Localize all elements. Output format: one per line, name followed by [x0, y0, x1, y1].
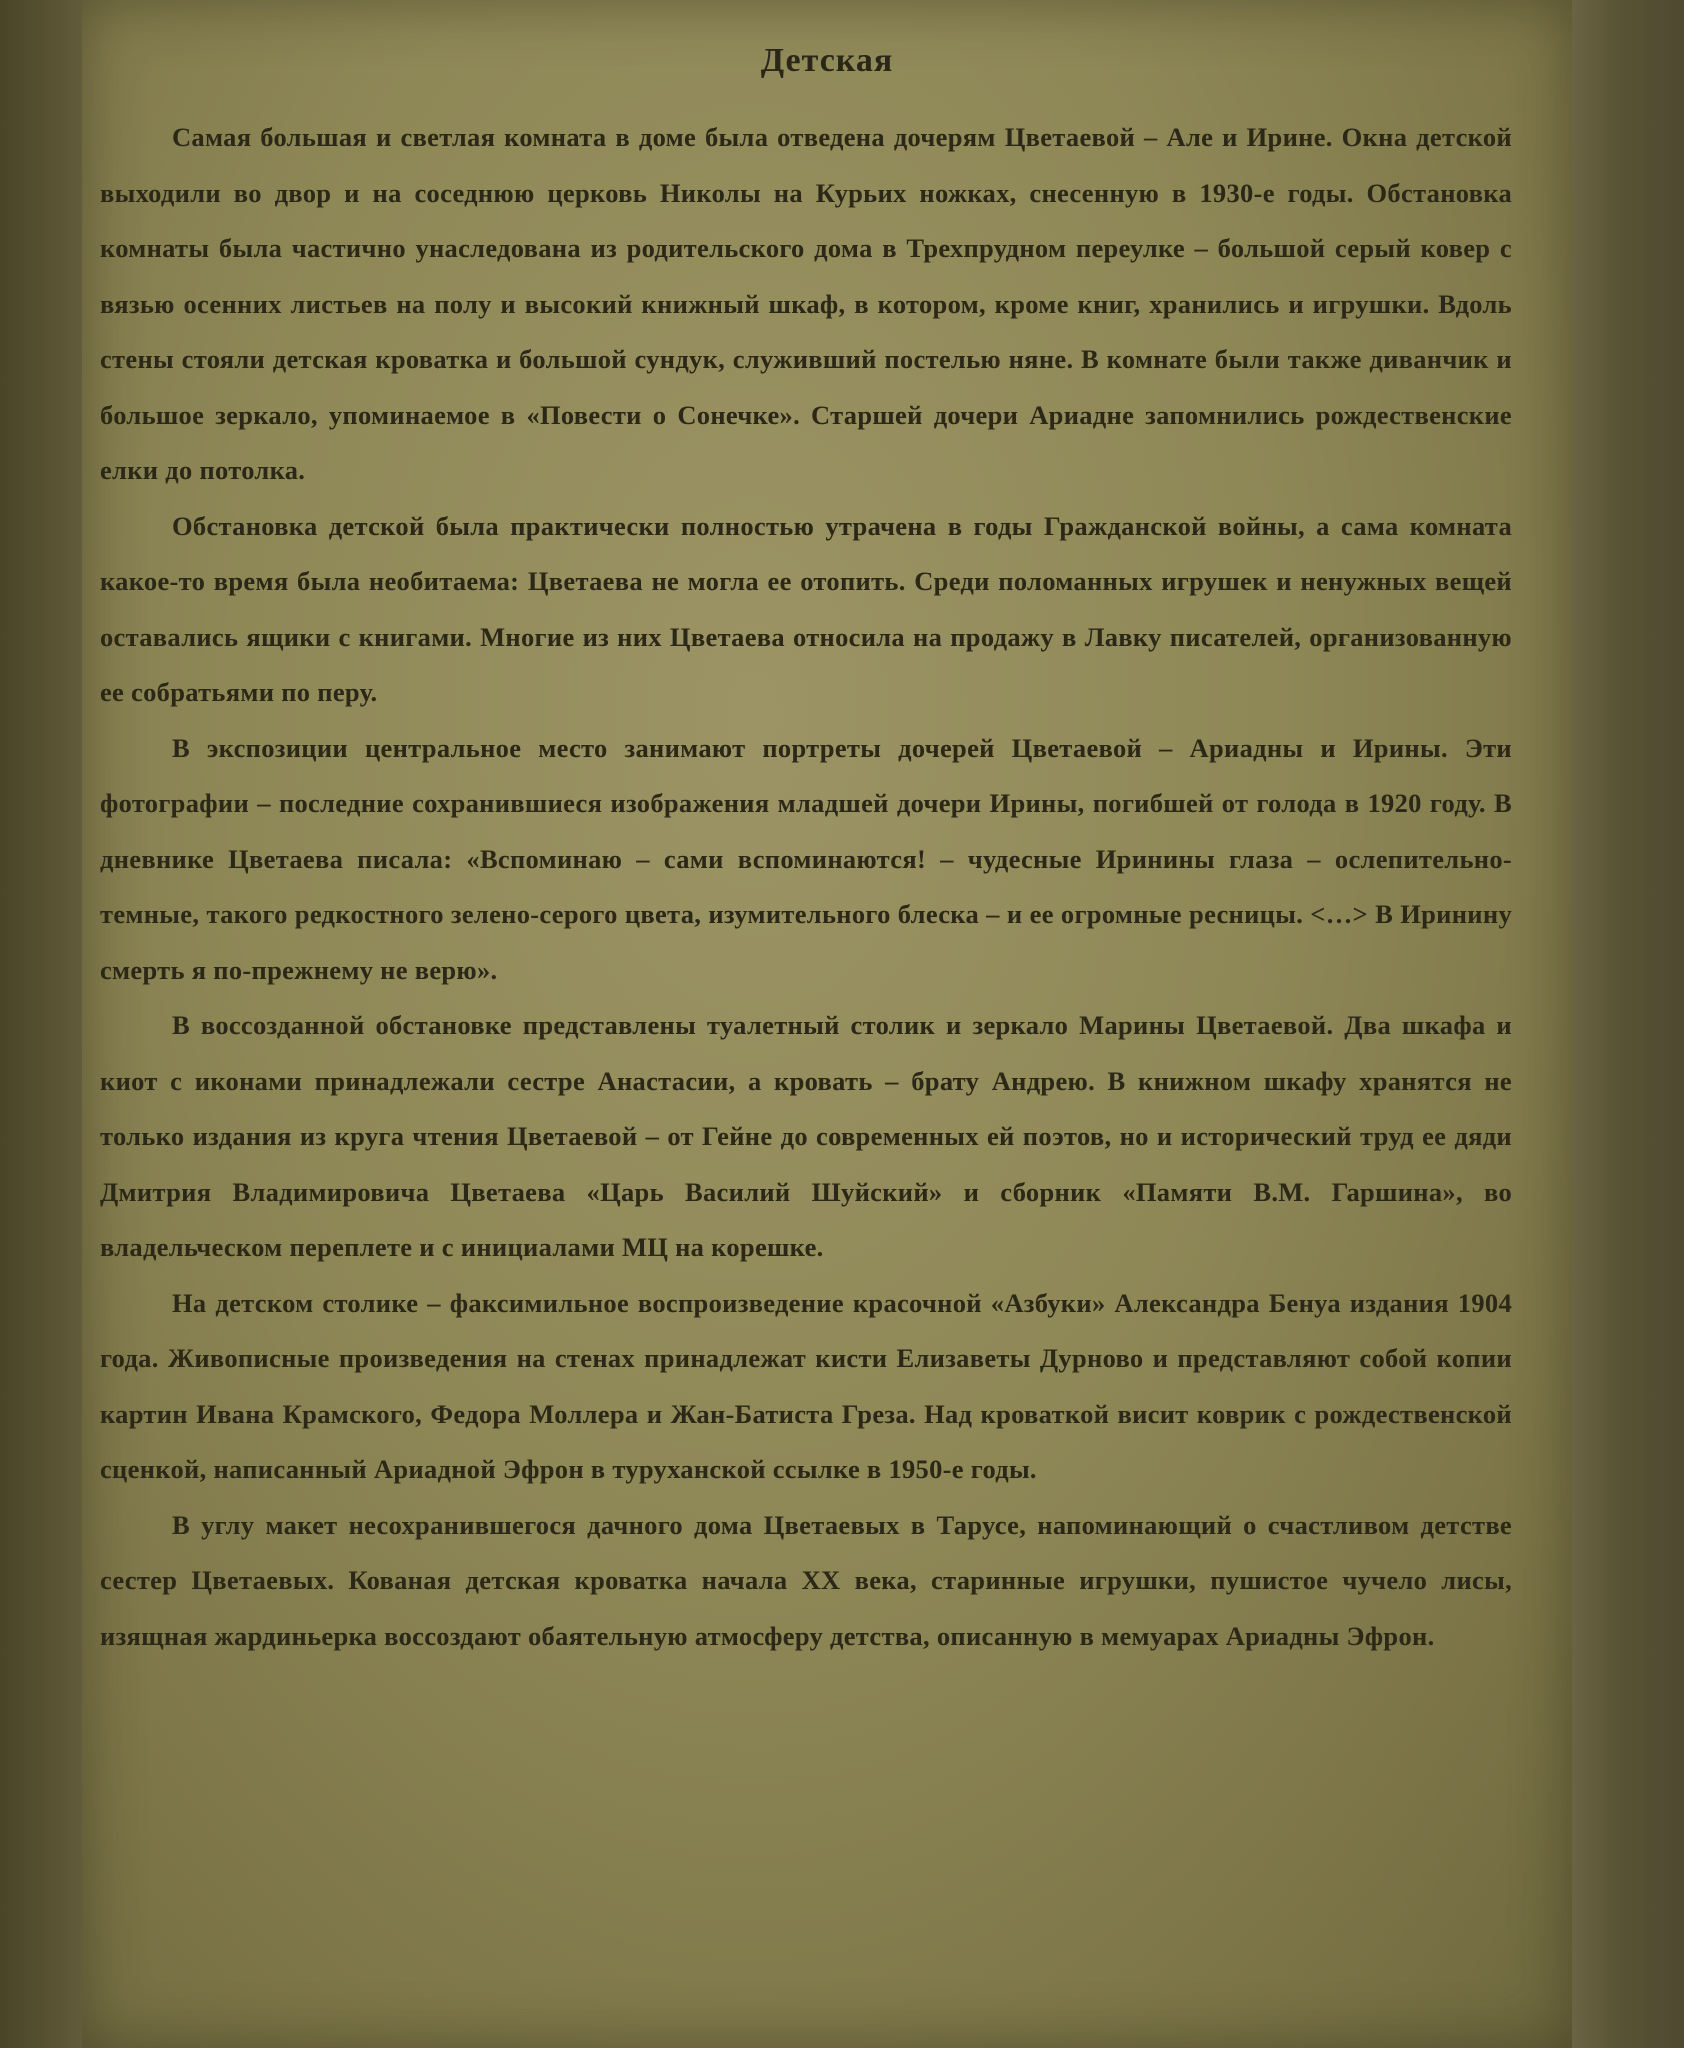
paragraph: В экспозиции центральное место занимают портреты дочерей Цветаевой – Ариадны и Ирины. Эти фотографии – последние сохранившиеся изображения младшей дочери Ирины, погибшей от голода в 1920 году. В дневнике Цветаева писала: «Вспоминаю – сами вспоминаются! – чудесные Иринины глаза – ослепительно-темные, такого редкостного зелено-серого цвета, изумительного блеска – и ее огромные ресницы. <…> В Иринину смерть я по-прежнему не верю». [100, 732, 1512, 985]
paragraph: Самая большая и светлая комната в доме была отведена дочерям Цветаевой – Але и Ирине. Окна детской выходили во двор и на соседнюю церковь Николы на Курьих ножках, снесенную в 1930-е годы. Обстановка комнаты была частично унаследована из родительского дома в Трехпрудном переулке – большой серый ковер с вязью осенних листьев на полу и высокий книжный шкаф, в котором, кроме книг, хранились и игрушки. Вдоль стены стояли детская кроватка и большой сундук, служивший постелью няне. В комнате были также диванчик и большое зеркало, упоминаемое в «Повести о Сонечке». Старшей дочери Ариадне запомнились рождественские елки до потолка. [100, 122, 1512, 485]
placard-title: Детская [760, 42, 894, 79]
paragraph: В углу макет несохранившегося дачного дома Цветаевых в Тарусе, напоминающий о счастливом детстве сестер Цветаевых. Кованая детская кроватка начала XX века, старинные игрушки, пушистое чучело лисы, изящная жардиньерка воссоздают обаятельную атмосферу детства, описанную в мемуарах Ариадны Эфрон. [100, 1509, 1512, 1651]
paragraph: Обстановка детской была практически полностью утрачена в годы Гражданской войны, а сама комната какое-то время была необитаема: Цветаева не могла ее отопить. Среди поломанных игрушек и ненужных вещей оставались ящики с книгами. Многие из них Цветаева относила на продажу в Лавку писателей, организованную ее собратьями по перу. [100, 510, 1512, 707]
placard-body [100, 110, 1512, 1664]
wall-right [1572, 0, 1684, 2048]
exhibit-placard [82, 0, 1572, 2048]
wall-left [0, 0, 82, 2048]
paragraph: На детском столике – факсимильное воспроизведение красочной «Азбуки» Александра Бенуа издания 1904 года. Живописные произведения на стенах принадлежат кисти Елизаветы Дурново и представляют собой копии картин Ивана Крамского, Федора Моллера и Жан-Батиста Греза. Над кроваткой висит коврик с рождественской сценкой, написанный Ариадной Эфрон в туруханской ссылке в 1950-е годы. [100, 1287, 1512, 1484]
paragraph: В воссозданной обстановке представлены туалетный столик и зеркало Марины Цветаевой. Два шкафа и киот с иконами принадлежали сестре Анастасии, а кровать – брату Андрею. В книжном шкафу хранятся не только издания из круга чтения Цветаевой – от Гейне до современных ей поэтов, но и исторический труд ее дяди Дмитрия Владимировича Цветаева «Царь Василий Шуйский» и сборник «Памяти В.М. Гаршина», во владельческом переплете и с инициалами МЦ на корешке. [100, 1010, 1512, 1262]
